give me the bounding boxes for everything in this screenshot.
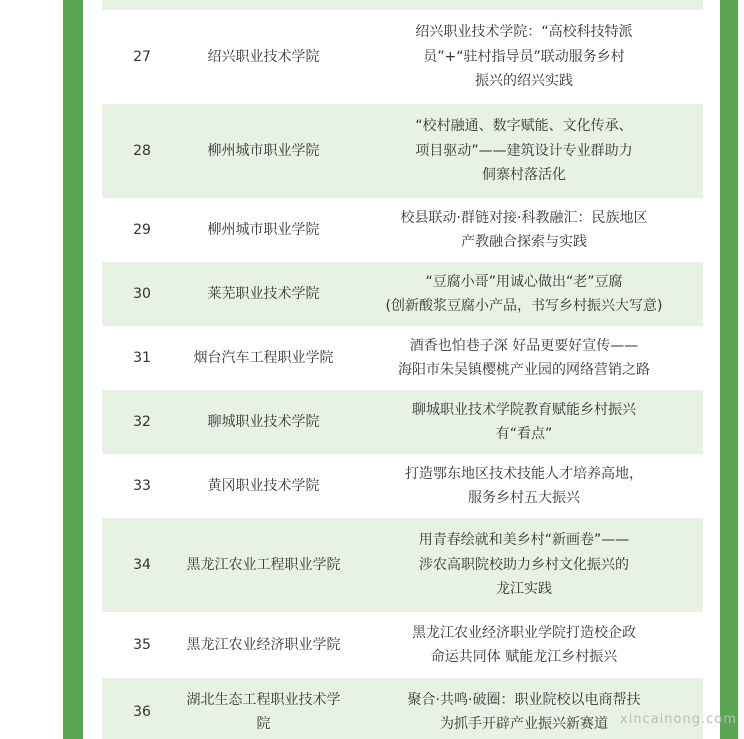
green-frame-left bbox=[63, 0, 83, 739]
case-title: 聊城职业技术学院教育赋能乡村振兴 有“看点” bbox=[412, 401, 636, 442]
case-title: “校村融通、数字赋能、文化传承、 项目驱动”——建筑设计专业群助力 侗寨村落活化 bbox=[415, 118, 633, 184]
row-number: 30 bbox=[133, 285, 151, 302]
school-name: 聊城职业技术学院 bbox=[207, 413, 320, 430]
table-row bbox=[102, 198, 703, 262]
case-table bbox=[102, 0, 703, 739]
table-row bbox=[102, 518, 703, 612]
school-name: 柳州城市职业学院 bbox=[207, 142, 320, 159]
school-name: 莱芜职业技术学院 bbox=[207, 285, 320, 302]
case-title: 聚合·共鸣·破圈：职业院校以电商帮扶 为抓手开辟产业振兴新赛道 bbox=[407, 691, 641, 732]
case-title: 酒香也怕巷子深 好品更要好宣传—— 海阳市朱吴镇樱桃产业园的网络营销之路 bbox=[398, 337, 650, 378]
row-number: 35 bbox=[133, 636, 151, 653]
school-name: 绍兴职业技术学院 bbox=[207, 48, 320, 65]
table-row bbox=[102, 10, 703, 104]
row-number: 32 bbox=[133, 413, 151, 430]
watermark: xincainong.com bbox=[620, 712, 737, 727]
school-name: 黑龙江农业经济职业学院 bbox=[186, 636, 341, 653]
table-row bbox=[102, 390, 703, 454]
case-title: “豆腐小哥”用诚心做出“老”豆腐 (创新酸浆豆腐小产品，书写乡村振兴大写意) bbox=[385, 273, 663, 314]
case-title: 打造鄂东地区技术技能人才培养高地， 服务乡村五大振兴 bbox=[405, 465, 643, 506]
case-title: 黑龙江农业经济职业学院打造校企政 命运共同体 赋能龙江乡村振兴 bbox=[412, 624, 636, 665]
green-frame-right bbox=[720, 0, 738, 739]
school-name: 黑龙江农业工程职业学院 bbox=[186, 556, 341, 573]
case-title: 用青春绘就和美乡村“新画卷”—— 涉农高职院校助力乡村文化振兴的 龙江实践 bbox=[418, 532, 630, 598]
table-row-partial bbox=[102, 0, 703, 10]
table-row bbox=[102, 326, 703, 390]
table-row bbox=[102, 612, 703, 678]
row-number: 27 bbox=[133, 48, 151, 65]
table-row bbox=[102, 262, 703, 326]
row-number: 33 bbox=[133, 477, 151, 494]
case-title: 绍兴职业技术学院：“高校科技特派 员”+“驻村指导员”联动服务乡村 振兴的绍兴实践 bbox=[415, 24, 633, 90]
school-name: 烟台汽车工程职业学院 bbox=[193, 349, 334, 366]
row-number: 28 bbox=[133, 142, 151, 159]
case-title: 校县联动·群链对接·科教融汇：民族地区 产教融合探索与实践 bbox=[400, 209, 648, 250]
school-name: 柳州城市职业学院 bbox=[207, 221, 320, 238]
school-name: 湖北生态工程职业技术学院 bbox=[186, 691, 341, 732]
school-name: 黄冈职业技术学院 bbox=[207, 477, 320, 494]
row-number: 34 bbox=[133, 556, 151, 573]
row-number: 31 bbox=[133, 349, 151, 366]
row-number: 36 bbox=[133, 703, 151, 720]
table-row bbox=[102, 678, 703, 739]
row-number: 29 bbox=[133, 221, 151, 238]
table-row bbox=[102, 454, 703, 518]
table-row bbox=[102, 104, 703, 198]
